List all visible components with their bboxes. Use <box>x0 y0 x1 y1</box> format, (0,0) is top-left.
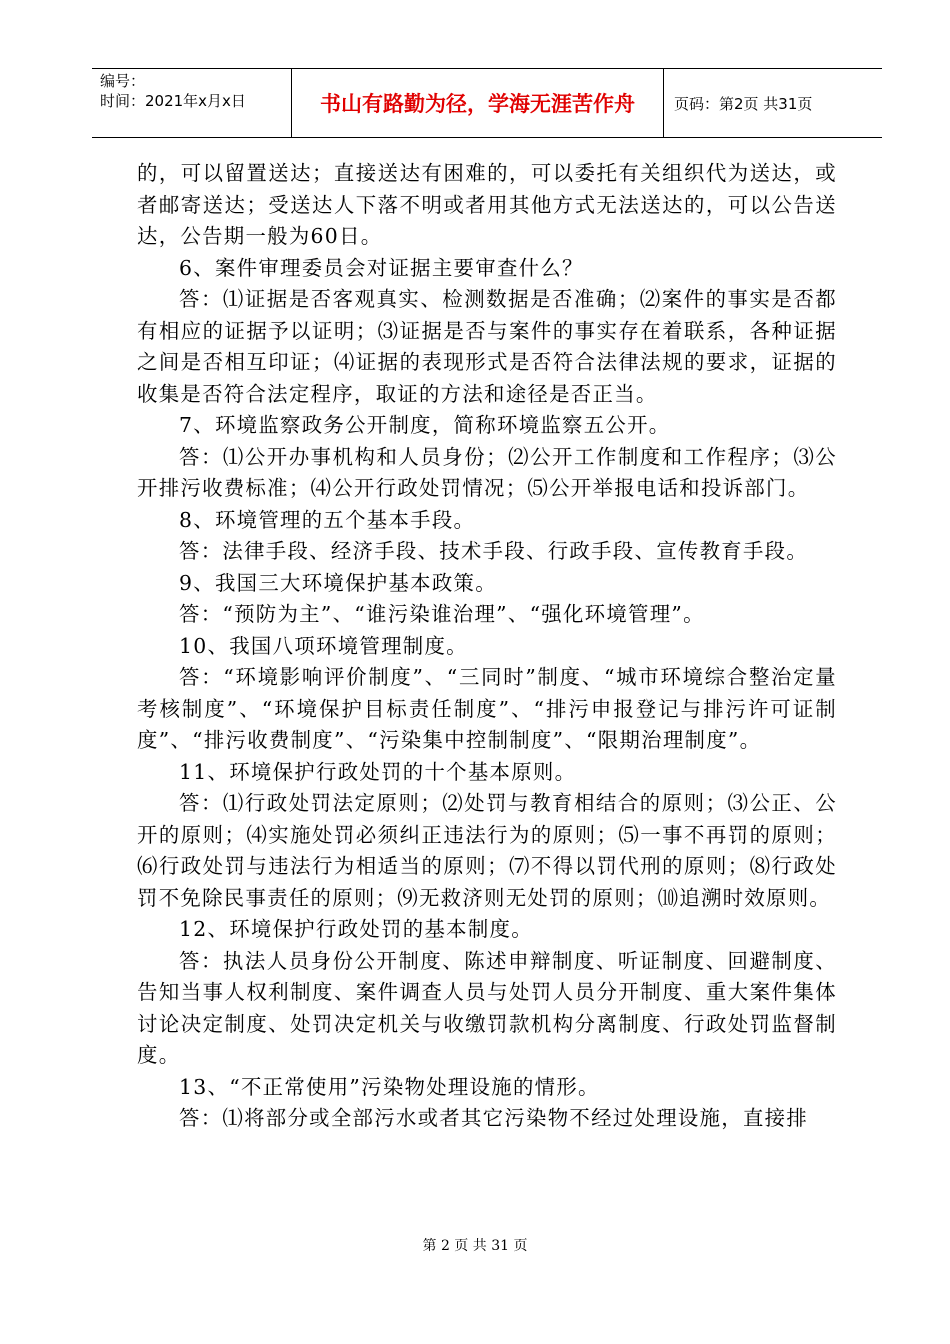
header-meta <box>92 69 292 137</box>
answer-paragraph: 答：法律手段、经济手段、技术手段、行政手段、宣传教育手段。 <box>179 539 809 563</box>
answer-paragraph: 答：⑴证据是否客观真实、检测数据是否准确；⑵案件的事实是否都有相应的证据予以证明；⑶证据是否与案件的事实存在着联系，各种证据之间是否相互印证；⑷证据的表现形式是否符合法律法规的要求，证据的收集是否符合法定程序，取证的方法和途径是否正当。 <box>137 287 837 406</box>
question-heading: 10、我国八项环境管理制度。 <box>179 633 468 658</box>
document-body <box>137 158 837 1135</box>
question-heading: 8、环境管理的五个基本手段。 <box>179 507 476 532</box>
header-motto: 书山有路勤为径，学海无涯苦作舟 <box>292 69 664 137</box>
question-heading: 9、我国三大环境保护基本政策。 <box>179 570 497 595</box>
question-heading: 7、环境监察政务公开制度，简称环境监察五公开。 <box>179 413 671 437</box>
answer-paragraph: 答：⑴行政处罚法定原则；⑵处罚与教育相结合的原则；⑶公正、公开的原则；⑷实施处罚必须纠正违法行为的原则；⑸一事不再罚的原则；⑹行政处罚与违法行为相适当的原则；⑺不得以罚代刑的原则；⑻行政处罚不免除民事责任的原则；⑼无救济则无处罚的原则；⑽追溯时效原则。 <box>137 791 837 910</box>
paragraph: 的，可以留置送达；直接送达有困难的，可以委托有关组织代为送达，或者邮寄送达；受送达人下落不明或者用其他方式无法送达的，可以公告送达，公告期一般为60日。 <box>137 161 837 248</box>
answer-paragraph: 答：“预防为主”、“谁污染谁治理”、“强化环境管理”。 <box>179 602 705 626</box>
page-footer: 第 2 页 共 31 页 <box>422 1238 528 1254</box>
document-number-label: 编号： <box>100 72 146 90</box>
question-heading: 11、环境保护行政处罚的十个基本原则。 <box>179 759 577 784</box>
answer-paragraph: 答：“环境影响评价制度”、“三同时”制度、“城市环境综合整治定量考核制度”、“环境保护目标责任制度”、“排污申报登记与排污许可证制度”、“排污收费制度”、“污染集中控制制度”、“限期治理制度”。 <box>137 665 837 752</box>
question-heading: 12、环境保护行政处罚的基本制度。 <box>179 917 533 941</box>
question-heading: 13、“不正常使用”污染物处理设施的情形。 <box>179 1074 600 1099</box>
answer-paragraph: 答：执法人员身份公开制度、陈述申辩制度、听证制度、回避制度、告知当事人权利制度、案件调查人员与处罚人员分开制度、重大案件集体讨论决定制度、处罚决定机关与收缴罚款机构分离制度、行政处罚监督制度。 <box>137 948 837 1067</box>
answer-paragraph: 答：⑴将部分或全部污水或者其它污染物不经过处理设施，直接排 <box>179 1106 809 1130</box>
question-heading: 6、案件审理委员会对证据主要审查什么？ <box>179 255 584 280</box>
header-page-info: 页码：第2页 共31页 <box>674 94 813 113</box>
answer-paragraph: 答：⑴公开办事机构和人员身份；⑵公开工作制度和工作程序；⑶公开排污收费标准；⑷公开行政处罚情况；⑸公开举报电话和投诉部门。 <box>137 444 837 500</box>
page-header <box>92 68 882 138</box>
document-time-label: 时间：2021年x月x日 <box>100 92 246 110</box>
